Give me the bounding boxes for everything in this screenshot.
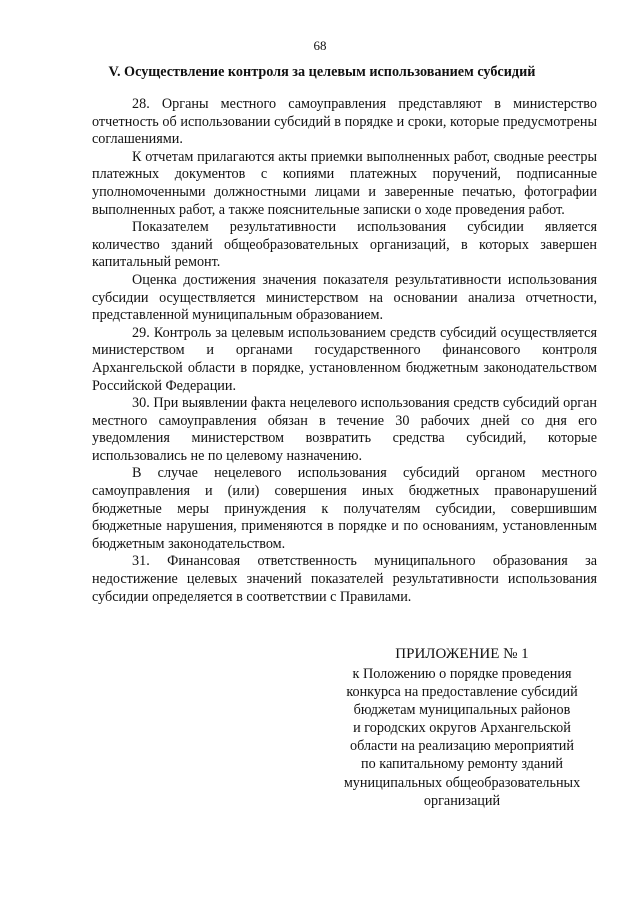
paragraph-indicator-assessment: Оценка достижения значения показателя результативности использования субсидии осуществляется министерством на основании анализа отчетности, представленной муниципальным образованием. bbox=[92, 271, 597, 324]
paragraph-31-financial-liability: 31. Финансовая ответственность муниципального образования за недостижение целевых значений показателей результативности использования субсидии определяется в соответствии с Правилами. bbox=[92, 553, 597, 605]
appendix-line: бюджетам муниципальных районов bbox=[353, 702, 571, 719]
appendix-header bbox=[330, 644, 594, 810]
paragraph-28-reporting: 28. Органы местного самоуправления представляют в министерство отчетность об использовании субсидий в порядке и сроки, которые предусмотрены соглашениями. bbox=[92, 96, 597, 148]
appendix-line: муниципальных общеобразовательных bbox=[343, 774, 581, 791]
appendix-line: и городских округов Архангельской bbox=[353, 720, 571, 737]
appendix-line: к Положению о порядке проведения bbox=[352, 666, 572, 682]
paragraph-29-control: 29. Контроль за целевым использованием средств субсидий осуществляется министерством и органами государственного финансового контроля Архангельской области в порядке, установленном бюджетным законодательством Российской Федерации. bbox=[92, 324, 597, 394]
appendix-title: ПРИЛОЖЕНИЕ № 1 bbox=[395, 646, 529, 662]
appendix-line: конкурса на предоставление субсидий bbox=[346, 684, 578, 701]
appendix-line: по капитальному ремонту зданий bbox=[361, 756, 563, 773]
appendix-line: организаций bbox=[423, 792, 501, 809]
paragraph-30-misuse-refund: 30. При выявлении факта нецелевого использования средств субсидий орган местного самоуправления обязан в течение 30 рабочих дней со дня его уведомления министерством возвратить средства субсидий, которые использовались не по целевому назначению. bbox=[92, 395, 597, 464]
document-body bbox=[92, 96, 597, 606]
paragraph-budget-enforcement: В случае нецелевого использования субсидий органом местного самоуправления и (или) совершения иных бюджетных правонарушений бюджетные меры принуждения к получателям субсидии, совершившим бюджетные нарушения, применяются в порядке и по основаниям, установленным бюджетным законодательством. bbox=[92, 465, 597, 552]
paragraph-performance-indicator: Показателем результативности использования субсидии является количество зданий общеобразовательных организаций, в которых завершен капитальный ремонт. bbox=[92, 219, 597, 271]
paragraph-report-attachments: К отчетам прилагаются акты приемки выполненных работ, сводные реестры платежных документов с копиями платежных поручений, подписанные уполномоченными должностными лицами и заверенные печатью, фотографии выполненных работ, а также пояснительные записки о ходе проведения работ. bbox=[92, 148, 597, 218]
appendix-line: области на реализацию мероприятий bbox=[350, 738, 574, 755]
section-title: V. Осуществление контроля за целевым использованием субсидий bbox=[108, 64, 536, 80]
page-number: 68 bbox=[313, 38, 327, 53]
